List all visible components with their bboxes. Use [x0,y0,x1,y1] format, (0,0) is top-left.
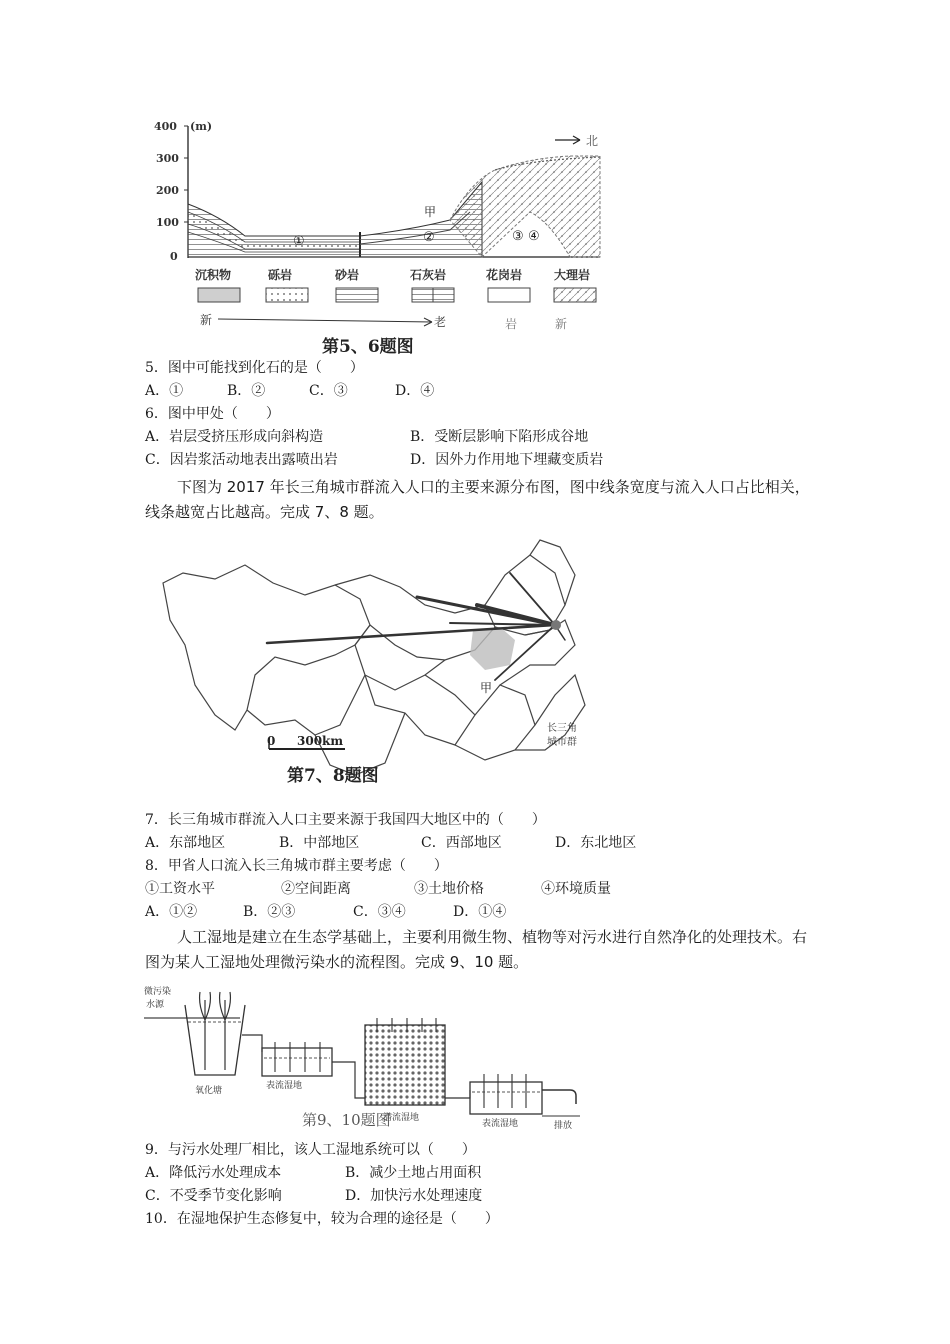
q7-option-d[interactable]: D．东北地区 [555,835,637,851]
q8-factor-1: ①工资水平 [145,881,215,897]
circle-1: ① [293,234,305,249]
inlet-label-1: 微污染 [144,987,172,997]
figure1-caption: 第5、6题图 [322,337,414,357]
q9-option-d[interactable]: D．加快污水处理速度 [345,1188,483,1204]
pond2-label: 表流湿地 [266,1081,303,1091]
new-label: 新 [200,313,213,327]
q8-factors [145,879,611,899]
q8-option-a[interactable]: A．①② [145,904,198,920]
q8-option-b[interactable]: B．②③ [243,904,296,920]
migration-map-figure [155,535,595,790]
scale-distance: 300km [297,734,344,748]
q10-stem: 10．在湿地保护生态修复中，较为合理的途径是（ ） [145,1211,499,1227]
oxidation-pond [185,1005,245,1075]
outlet-label: 排放 [554,1121,573,1131]
q6-options-row2 [145,450,603,470]
q9-option-c[interactable]: C．不受季节变化影响 [145,1188,282,1204]
q6-options-row1 [145,427,588,447]
q5-option-d[interactable]: D．④ [395,383,435,399]
q8-factor-3: ③土地价格 [414,881,484,897]
q6-option-c[interactable]: C．因岩浆活动地表出露喷出岩 [145,452,338,468]
q9-options-row1 [145,1163,481,1183]
q5-option-c[interactable]: C．③ [309,383,348,399]
q6-option-d[interactable]: D．因外力作用地下埋藏变质岩 [410,452,604,468]
pond3-label: 潜流湿地 [383,1113,420,1123]
tick-400: 400 [154,120,177,133]
q5-option-b[interactable]: B．② [227,383,266,399]
y-unit: (m) [190,120,213,133]
inlet-label-2: 水源 [146,1000,165,1010]
q5-stem: 5．图中可能找到化石的是（ ） [145,360,364,376]
legend-limestone: 石灰岩 [410,268,447,282]
circle-2: ② [423,230,435,245]
surface-wetland-2 [470,1082,542,1114]
q6-option-b[interactable]: B．受断层影响下陷形成谷地 [410,429,589,445]
legend-sediment: 沉积物 [195,268,232,282]
marble-age-label: 新 [555,317,568,331]
q5-options [145,381,434,401]
q8-option-c[interactable]: C．③④ [353,904,406,920]
geologic-section-figure [150,112,610,357]
north-label: 北 [586,134,599,148]
figure2-caption: 第7、8题图 [287,766,379,786]
circle-3: ③ [512,229,524,244]
q8-stem: 8．甲省人口流入长三角城市群主要考虑（ ） [145,858,448,874]
q7-options [145,833,636,853]
q9-options-row2 [145,1186,482,1206]
q8-factor-4: ④环境质量 [541,881,611,897]
old-label: 老 [434,315,447,329]
tick-0: 0 [170,250,178,263]
q7-stem: 7．长三角城市群流入人口主要来源于我国四大地区中的（ ） [145,812,546,828]
tick-200: 200 [156,184,179,197]
legend-conglomerate: 砾岩 [268,268,293,282]
subsurface-wetland [365,1025,445,1105]
q9-stem: 9．与污水处理厂相比，该人工湿地系统可以（ ） [145,1142,476,1158]
granite-age-label: 岩 [505,317,518,331]
region-label-line2: 城市群 [547,737,577,748]
intro-7-8: 下图为 2017 年长三角城市群流入人口的主要来源分布图，图中线条宽度与流入人口占比相关，线条越宽占比越高。完成 7、8 题。 [145,478,810,521]
legend-sandstone: 砂岩 [335,268,360,282]
legend-granite: 花岗岩 [486,268,523,282]
pond1-label: 氧化塘 [195,1086,223,1096]
q7-option-a[interactable]: A．东部地区 [145,835,226,851]
pond4-label: 表流湿地 [482,1119,519,1129]
figure3-caption: 第9、10题图 [302,1111,391,1129]
tick-300: 300 [156,152,179,165]
q8-option-d[interactable]: D．①④ [453,904,507,920]
tick-100: 100 [156,216,179,229]
intro-9-10: 人工湿地是建立在生态学基础上，主要利用微生物、植物等对污水进行自然净化的处理技术。右图为某人工湿地处理微污染水的流程图。完成 9、10 题。 [145,928,808,971]
q6-stem: 6．图中甲处（ ） [145,406,280,422]
scale-zero: 0 [267,734,276,748]
surface-wetland-1 [262,1048,332,1076]
region-label-line1: 长三角 [547,723,577,734]
q7-option-c[interactable]: C．西部地区 [421,835,502,851]
circle-4: ④ [528,229,540,244]
q8-options [145,902,506,922]
jia-label: 甲 [424,205,437,219]
map-jia-label: 甲 [480,681,493,695]
q6-option-a[interactable]: A．岩层受挤压形成向斜构造 [145,429,324,445]
q9-option-a[interactable]: A．降低污水处理成本 [145,1165,282,1181]
q5-option-a[interactable]: A．① [145,383,184,399]
q8-factor-2: ②空间距离 [281,881,351,897]
q9-option-b[interactable]: B．减少土地占用面积 [345,1165,482,1181]
q7-option-b[interactable]: B．中部地区 [279,835,360,851]
legend-marble: 大理岩 [554,268,591,282]
